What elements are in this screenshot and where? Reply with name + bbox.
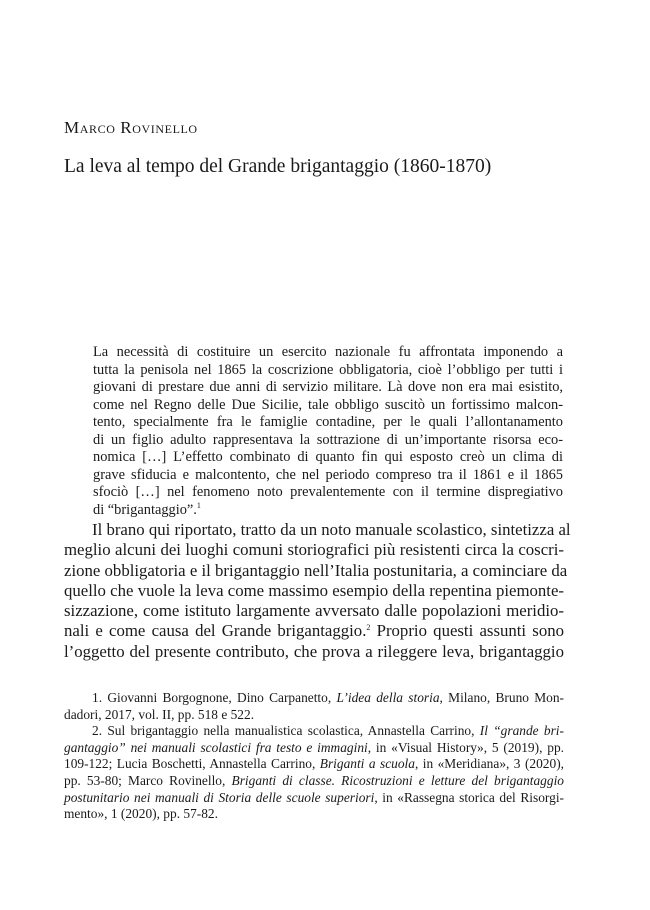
quote-line: nomica […] L’effetto combinato di quanto fin qui esposto creò un clima di bbox=[93, 449, 563, 465]
footnote-1-line: dadori, 2017, vol. II, pp. 518 e 522. bbox=[64, 706, 255, 722]
body-line: l’oggetto del presente contributo, che prova a rileggere leva, brigantaggio bbox=[64, 641, 564, 661]
block-quote bbox=[93, 344, 563, 519]
quote-line: grave sfiducia e malcontento, che nel periodo compreso tra il 1861 e il 1865 bbox=[93, 466, 563, 483]
body-line: zione obbligatoria e il brigantaggio nell’Italia postunitaria, a cominciare da bbox=[64, 560, 568, 580]
quote-line: tutta la penisola nel 1865 la coscrizione obbligatoria, cioè l’obbligo per tutti i bbox=[93, 361, 563, 378]
quote-line: come nel Regno delle Due Sicilie, tale obbligo suscitò un fortissimo malcon- bbox=[93, 396, 563, 413]
quote-line-last bbox=[93, 502, 563, 520]
footnotes bbox=[64, 690, 564, 823]
footnote-book-title: gantaggio” nei manuali scolastici fra testo e immagini bbox=[64, 739, 368, 755]
footnote-book-title: Briganti di classe. Ricostruzioni e letture del brigantaggio bbox=[231, 772, 564, 788]
quote-line: giovani di prestare due anni di servizio militare. Là dove non era mai esistito, bbox=[93, 379, 563, 395]
body-line: sizzazione, come istituto largamente avversato dalle popolazioni meridio- bbox=[64, 601, 564, 621]
footnote-2-line: mento», 1 (2020), pp. 57-82. bbox=[64, 806, 218, 822]
footnote-book-title: L’idea della storia bbox=[336, 690, 440, 705]
footnote-1-line bbox=[64, 690, 564, 707]
footnote-text: , in «Visual History», 5 (2019), pp. bbox=[367, 739, 564, 755]
quote-line: La necessità di costituire un esercito nazionale fu affrontata imponendo a bbox=[93, 344, 563, 360]
author-name: Marco Rovinello bbox=[64, 118, 198, 137]
footnote-text: 1. Giovanni Borgognone, Dino Carpanetto, bbox=[92, 690, 337, 705]
body-line-text: nali e come causa del Grande brigantaggio. bbox=[64, 621, 367, 641]
quote-line: tento, specialmente fra le famiglie contadine, per le quali l’allontanamento bbox=[93, 414, 563, 430]
footnote-text: , Milano, Bruno Mon- bbox=[439, 690, 565, 705]
body-line: Il brano qui riportato, tratto da un noto manuale scolastico, sintetizza al bbox=[92, 520, 571, 539]
body-paragraph bbox=[64, 520, 571, 662]
footnote-ref-2[interactable]: 2 bbox=[366, 623, 371, 633]
footnote-text: pp. 53-80; Marco Rovinello, bbox=[64, 772, 232, 788]
body-line-tail: Proprio questi assunti sono bbox=[370, 621, 565, 641]
footnote-2-line bbox=[64, 756, 564, 773]
body-line-with-ref bbox=[64, 621, 564, 641]
footnote-2-line bbox=[64, 773, 564, 790]
quote-line: di un figlio adulto rappresentava la sottrazione di un’importante risorsa eco- bbox=[93, 431, 563, 448]
body-line: quello che vuole la leva come massimo esempio della repentina piemonte- bbox=[64, 580, 564, 600]
footnote-text: 2. Sul brigantaggio nella manualistica scolastica, Annastella Carrino, bbox=[92, 723, 480, 739]
footnote-text: , in «Meridiana», 3 (2020), bbox=[414, 756, 564, 772]
footnote-2-line bbox=[64, 740, 564, 757]
footnote-2-line bbox=[64, 790, 564, 807]
footnote-2-line bbox=[64, 723, 564, 740]
footnote-text: , in «Rassegna storica del Risorgi- bbox=[374, 789, 564, 805]
footnote-book-title: Il “grande bri- bbox=[479, 723, 564, 739]
footnote-text: 109-122; Lucia Boschetti, Annastella Carrino, bbox=[64, 756, 320, 772]
quote-line: sfociò […] nel fenomeno noto prevalentemente con il termine dispregiativo bbox=[93, 484, 563, 500]
footnote-book-title: Briganti a scuola bbox=[319, 756, 415, 772]
footnote-ref-1[interactable]: 1 bbox=[196, 500, 201, 510]
quote-line-text: di “brigantaggio”. bbox=[93, 501, 197, 518]
body-line: meglio alcuni dei luoghi comuni storiografici più resistenti circa la coscri- bbox=[64, 540, 564, 560]
footnote-book-title: postunitario nei manuali di Storia delle scuole superiori bbox=[64, 789, 375, 805]
article-title: La leva al tempo del Grande brigantaggio (1860-1870) bbox=[64, 156, 492, 177]
